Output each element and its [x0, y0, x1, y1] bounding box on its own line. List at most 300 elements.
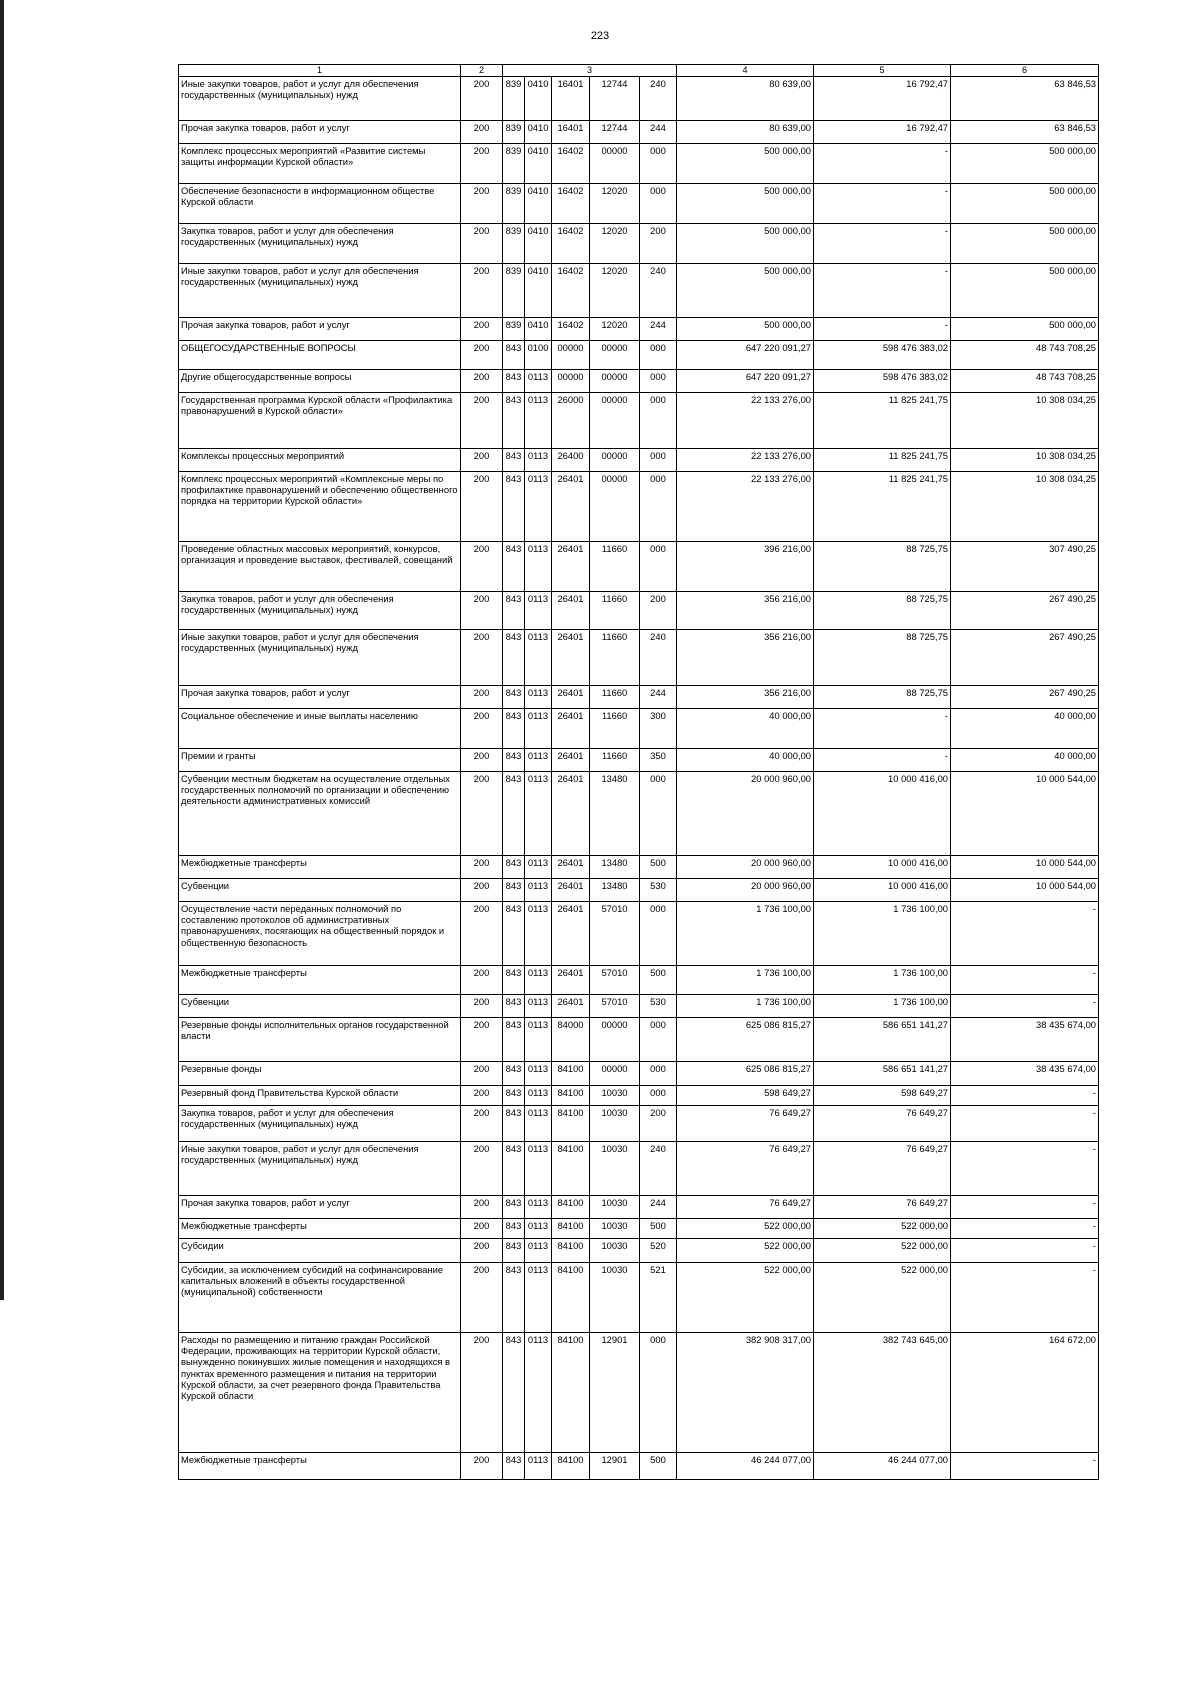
table-cell-unexecuted: 38 435 674,00: [951, 1017, 1099, 1061]
table-cell-expense-type: 200: [640, 591, 677, 629]
table-cell-approved: 22 133 276,00: [677, 392, 814, 448]
table-cell-admin-code: 843: [503, 878, 525, 901]
table-cell-unexecuted: -: [951, 1238, 1099, 1262]
table-row: [179, 708, 1099, 748]
table-cell-direction-code: 11660: [590, 541, 640, 591]
table-cell-unexecuted: -: [951, 1141, 1099, 1195]
table-cell-approved: 625 086 815,27: [677, 1061, 814, 1085]
table-cell-direction-code: 11660: [590, 708, 640, 748]
table-cell-line-code: 200: [461, 878, 503, 901]
table-cell-approved: 500 000,00: [677, 317, 814, 340]
table-cell-approved: 598 649,27: [677, 1085, 814, 1105]
table-cell-line-code: 200: [461, 120, 503, 143]
table-cell-unexecuted: 267 490,25: [951, 685, 1099, 708]
table-cell-line-code: 200: [461, 340, 503, 369]
table-cell-executed: 586 651 141,27: [814, 1017, 951, 1061]
table-cell-direction-code: 00000: [590, 1061, 640, 1085]
table-cell-unexecuted: 267 490,25: [951, 629, 1099, 685]
table-row: [179, 392, 1099, 448]
table-cell-direction-code: 10030: [590, 1105, 640, 1141]
table-cell-section-code: 0113: [525, 1105, 552, 1141]
table-cell-admin-code: 843: [503, 1141, 525, 1195]
table-cell-approved: 396 216,00: [677, 541, 814, 591]
table-cell-executed: 76 649,27: [814, 1105, 951, 1141]
table-cell-direction-code: 13480: [590, 855, 640, 878]
table-cell-section-code: 0113: [525, 1061, 552, 1085]
table-row: [179, 1195, 1099, 1218]
table-cell-unexecuted: 48 743 708,25: [951, 340, 1099, 369]
table-cell-direction-code: 12744: [590, 76, 640, 120]
table-cell-section-code: 0113: [525, 965, 552, 994]
table-cell-direction-code: 00000: [590, 369, 640, 392]
table-cell-expense-type: 000: [640, 392, 677, 448]
table-cell-program-code: 26401: [552, 471, 590, 541]
scan-edge: [0, 0, 4, 1300]
table-cell-line-code: 200: [461, 1061, 503, 1085]
table-cell-unexecuted: 40 000,00: [951, 748, 1099, 771]
table-cell-approved: 76 649,27: [677, 1141, 814, 1195]
table-cell-line-code: 200: [461, 1332, 503, 1452]
table-cell-name: Субвенции местным бюджетам на осуществление отдельных государственных полномочий по организации и обеспечению деятельности административных комиссий: [179, 771, 461, 855]
table-cell-executed: 1 736 100,00: [814, 901, 951, 965]
table-cell-unexecuted: -: [951, 994, 1099, 1017]
table-cell-unexecuted: 500 000,00: [951, 223, 1099, 263]
table-cell-executed: 382 743 645,00: [814, 1332, 951, 1452]
column-header: 2: [461, 65, 503, 77]
table-cell-unexecuted: 307 490,25: [951, 541, 1099, 591]
table-cell-unexecuted: 164 672,00: [951, 1332, 1099, 1452]
table-cell-admin-code: 843: [503, 1105, 525, 1141]
table-cell-expense-type: 000: [640, 771, 677, 855]
table-cell-executed: 16 792,47: [814, 120, 951, 143]
table-cell-admin-code: 843: [503, 1452, 525, 1479]
table-cell-line-code: 200: [461, 629, 503, 685]
table-cell-direction-code: 13480: [590, 878, 640, 901]
table-cell-unexecuted: 63 846,53: [951, 120, 1099, 143]
table-row: [179, 771, 1099, 855]
table-cell-name: Межбюджетные трансферты: [179, 1218, 461, 1238]
table-row: [179, 120, 1099, 143]
column-header: 1: [179, 65, 461, 77]
table-cell-name: Государственная программа Курской области «Профилактика правонарушений в Курской области»: [179, 392, 461, 448]
table-cell-program-code: 84100: [552, 1452, 590, 1479]
table-cell-unexecuted: 267 490,25: [951, 591, 1099, 629]
table-cell-name: Премии и гранты: [179, 748, 461, 771]
table-cell-admin-code: 843: [503, 1085, 525, 1105]
table-cell-section-code: 0113: [525, 901, 552, 965]
table-cell-section-code: 0113: [525, 629, 552, 685]
table-cell-program-code: 26401: [552, 708, 590, 748]
table-cell-name: Прочая закупка товаров, работ и услуг: [179, 1195, 461, 1218]
table-cell-line-code: 200: [461, 591, 503, 629]
table-cell-expense-type: 500: [640, 1452, 677, 1479]
table-cell-expense-type: 000: [640, 1017, 677, 1061]
table-cell-name: Осуществление части переданных полномочий по составлению протоколов об административных правонарушениях, посягающих на общественный порядок и общественную безопасность: [179, 901, 461, 965]
table-row: [179, 1017, 1099, 1061]
table-row: [179, 1452, 1099, 1479]
table-cell-admin-code: 843: [503, 685, 525, 708]
table-cell-name: Другие общегосударственные вопросы: [179, 369, 461, 392]
table-cell-executed: 522 000,00: [814, 1238, 951, 1262]
table-cell-section-code: 0113: [525, 1141, 552, 1195]
table-cell-name: Иные закупки товаров, работ и услуг для обеспечения государственных (муниципальных) нужд: [179, 1141, 461, 1195]
table-cell-program-code: 00000: [552, 340, 590, 369]
table-cell-expense-type: 000: [640, 143, 677, 183]
table-cell-line-code: 200: [461, 471, 503, 541]
table-cell-line-code: 200: [461, 1141, 503, 1195]
table-cell-approved: 500 000,00: [677, 223, 814, 263]
table-cell-unexecuted: 10 000 544,00: [951, 855, 1099, 878]
table-cell-unexecuted: -: [951, 1085, 1099, 1105]
table-cell-line-code: 200: [461, 685, 503, 708]
column-header: 6: [951, 65, 1099, 77]
table-cell-name: Субвенции: [179, 878, 461, 901]
table-row: [179, 471, 1099, 541]
table-cell-admin-code: 839: [503, 317, 525, 340]
table-row: [179, 143, 1099, 183]
table-cell-approved: 1 736 100,00: [677, 901, 814, 965]
table-cell-executed: 598 476 383,02: [814, 340, 951, 369]
table-cell-line-code: 200: [461, 1218, 503, 1238]
table-cell-program-code: 16402: [552, 223, 590, 263]
table-cell-approved: 20 000 960,00: [677, 855, 814, 878]
table-cell-admin-code: 843: [503, 901, 525, 965]
table-cell-line-code: 200: [461, 1085, 503, 1105]
table-cell-name: Проведение областных массовых мероприятий, конкурсов, организация и проведение выставок, фестивалей, совещаний: [179, 541, 461, 591]
table-cell-admin-code: 843: [503, 471, 525, 541]
table-cell-unexecuted: -: [951, 901, 1099, 965]
table-cell-expense-type: 520: [640, 1238, 677, 1262]
table-cell-expense-type: 000: [640, 183, 677, 223]
table-row: [179, 1218, 1099, 1238]
table-cell-name: Прочая закупка товаров, работ и услуг: [179, 685, 461, 708]
table-cell-unexecuted: -: [951, 1262, 1099, 1332]
table-cell-admin-code: 843: [503, 965, 525, 994]
table-cell-executed: 88 725,75: [814, 541, 951, 591]
table-cell-section-code: 0113: [525, 855, 552, 878]
table-cell-program-code: 84100: [552, 1141, 590, 1195]
table-cell-admin-code: 843: [503, 1238, 525, 1262]
table-cell-approved: 522 000,00: [677, 1262, 814, 1332]
table-cell-unexecuted: 500 000,00: [951, 263, 1099, 317]
table-cell-line-code: 200: [461, 143, 503, 183]
table-cell-direction-code: 00000: [590, 392, 640, 448]
table-cell-name: Межбюджетные трансферты: [179, 965, 461, 994]
table-cell-approved: 40 000,00: [677, 748, 814, 771]
table-cell-program-code: 16401: [552, 120, 590, 143]
table-row: [179, 340, 1099, 369]
table-cell-expense-type: 000: [640, 369, 677, 392]
table-cell-direction-code: 11660: [590, 591, 640, 629]
table-cell-admin-code: 843: [503, 392, 525, 448]
table-cell-approved: 22 133 276,00: [677, 448, 814, 471]
table-row: [179, 1085, 1099, 1105]
table-cell-unexecuted: -: [951, 1105, 1099, 1141]
table-cell-direction-code: 10030: [590, 1141, 640, 1195]
table-cell-name: Субсидии, за исключением субсидий на софинансирование капитальных вложений в объекты государственной (муниципальной) собственности: [179, 1262, 461, 1332]
table-cell-approved: 80 639,00: [677, 120, 814, 143]
table-cell-expense-type: 500: [640, 855, 677, 878]
table-cell-line-code: 200: [461, 448, 503, 471]
table-cell-executed: 522 000,00: [814, 1218, 951, 1238]
table-row: [179, 855, 1099, 878]
table-cell-program-code: 16402: [552, 183, 590, 223]
table-row: [179, 1061, 1099, 1085]
table-cell-unexecuted: 10 308 034,25: [951, 448, 1099, 471]
table-cell-unexecuted: 10 308 034,25: [951, 392, 1099, 448]
table-cell-name: Комплекс процессных мероприятий «Развитие системы защиты информации Курской области»: [179, 143, 461, 183]
table-cell-line-code: 200: [461, 1017, 503, 1061]
table-cell-direction-code: 10030: [590, 1238, 640, 1262]
table-cell-expense-type: 240: [640, 1141, 677, 1195]
table-cell-admin-code: 843: [503, 1017, 525, 1061]
column-number-row: [179, 65, 1099, 77]
table-row: [179, 317, 1099, 340]
table-cell-program-code: 26401: [552, 748, 590, 771]
table-cell-expense-type: 000: [640, 901, 677, 965]
table-cell-direction-code: 57010: [590, 965, 640, 994]
table-cell-direction-code: 00000: [590, 1017, 640, 1061]
table-cell-program-code: 84100: [552, 1105, 590, 1141]
table-cell-program-code: 26401: [552, 629, 590, 685]
table-cell-admin-code: 843: [503, 1195, 525, 1218]
table-cell-executed: 10 000 416,00: [814, 878, 951, 901]
table-row: [179, 901, 1099, 965]
table-cell-name: Иные закупки товаров, работ и услуг для обеспечения государственных (муниципальных) нужд: [179, 76, 461, 120]
table-cell-executed: 1 736 100,00: [814, 994, 951, 1017]
table-cell-executed: 88 725,75: [814, 685, 951, 708]
table-cell-section-code: 0113: [525, 1195, 552, 1218]
table-cell-line-code: 200: [461, 541, 503, 591]
table-cell-name: Субсидии: [179, 1238, 461, 1262]
table-cell-direction-code: 10030: [590, 1195, 640, 1218]
table-cell-section-code: 0113: [525, 748, 552, 771]
table-cell-section-code: 0410: [525, 223, 552, 263]
table-cell-executed: -: [814, 748, 951, 771]
table-cell-name: Иные закупки товаров, работ и услуг для обеспечения государственных (муниципальных) нужд: [179, 263, 461, 317]
table-row: [179, 541, 1099, 591]
table-cell-unexecuted: 48 743 708,25: [951, 369, 1099, 392]
table-cell-program-code: 26401: [552, 771, 590, 855]
table-cell-program-code: 26401: [552, 994, 590, 1017]
table-cell-line-code: 200: [461, 1262, 503, 1332]
table-cell-admin-code: 843: [503, 855, 525, 878]
table-row: [179, 994, 1099, 1017]
table-cell-program-code: 16402: [552, 317, 590, 340]
table-cell-name: Комплекс процессных мероприятий «Комплексные меры по профилактике правонарушений и обеспечению общественного порядка на территории Курской области»: [179, 471, 461, 541]
table-cell-expense-type: 000: [640, 448, 677, 471]
table-cell-expense-type: 240: [640, 263, 677, 317]
table-row: [179, 1262, 1099, 1332]
table-cell-approved: 647 220 091,27: [677, 340, 814, 369]
table-cell-admin-code: 843: [503, 448, 525, 471]
table-cell-approved: 76 649,27: [677, 1105, 814, 1141]
table-cell-expense-type: 350: [640, 748, 677, 771]
table-cell-direction-code: 12901: [590, 1452, 640, 1479]
table-cell-admin-code: 843: [503, 591, 525, 629]
table-cell-expense-type: 530: [640, 994, 677, 1017]
table-cell-approved: 80 639,00: [677, 76, 814, 120]
table-cell-direction-code: 00000: [590, 448, 640, 471]
table-cell-direction-code: 12744: [590, 120, 640, 143]
table-cell-section-code: 0410: [525, 143, 552, 183]
table-cell-unexecuted: -: [951, 1452, 1099, 1479]
table-cell-section-code: 0113: [525, 1238, 552, 1262]
table-cell-unexecuted: -: [951, 1218, 1099, 1238]
table-cell-expense-type: 240: [640, 629, 677, 685]
table-cell-line-code: 200: [461, 748, 503, 771]
table-cell-approved: 382 908 317,00: [677, 1332, 814, 1452]
table-cell-executed: 88 725,75: [814, 591, 951, 629]
table-cell-expense-type: 244: [640, 317, 677, 340]
table-cell-name: Закупка товаров, работ и услуг для обеспечения государственных (муниципальных) нужд: [179, 591, 461, 629]
table-cell-direction-code: 12020: [590, 263, 640, 317]
table-cell-direction-code: 12020: [590, 223, 640, 263]
table-cell-expense-type: 500: [640, 965, 677, 994]
table-cell-line-code: 200: [461, 994, 503, 1017]
table-cell-program-code: 84100: [552, 1332, 590, 1452]
table-cell-line-code: 200: [461, 1195, 503, 1218]
table-cell-section-code: 0113: [525, 685, 552, 708]
table-cell-expense-type: 500: [640, 1218, 677, 1238]
table-row: [179, 685, 1099, 708]
table-cell-direction-code: 00000: [590, 340, 640, 369]
table-cell-admin-code: 843: [503, 748, 525, 771]
table-cell-admin-code: 843: [503, 541, 525, 591]
table-cell-expense-type: 200: [640, 223, 677, 263]
table-cell-program-code: 26401: [552, 685, 590, 708]
table-cell-section-code: 0113: [525, 878, 552, 901]
table-cell-expense-type: 244: [640, 120, 677, 143]
table-cell-unexecuted: 10 000 544,00: [951, 771, 1099, 855]
table-cell-line-code: 200: [461, 1105, 503, 1141]
table-cell-admin-code: 843: [503, 369, 525, 392]
table-cell-unexecuted: -: [951, 965, 1099, 994]
table-cell-program-code: 84100: [552, 1085, 590, 1105]
table-cell-executed: 16 792,47: [814, 76, 951, 120]
table-cell-section-code: 0113: [525, 541, 552, 591]
table-cell-name: Прочая закупка товаров, работ и услуг: [179, 120, 461, 143]
table-cell-admin-code: 839: [503, 263, 525, 317]
table-cell-executed: -: [814, 143, 951, 183]
table-cell-executed: 1 736 100,00: [814, 965, 951, 994]
table-cell-line-code: 200: [461, 392, 503, 448]
table-cell-program-code: 84100: [552, 1195, 590, 1218]
table-cell-program-code: 00000: [552, 369, 590, 392]
table-cell-unexecuted: -: [951, 1195, 1099, 1218]
table-cell-approved: 356 216,00: [677, 591, 814, 629]
column-header: 4: [677, 65, 814, 77]
table-cell-executed: -: [814, 317, 951, 340]
table-cell-name: Комплексы процессных мероприятий: [179, 448, 461, 471]
table-cell-expense-type: 000: [640, 541, 677, 591]
table-cell-program-code: 26000: [552, 392, 590, 448]
table-row: [179, 1332, 1099, 1452]
table-cell-direction-code: 57010: [590, 901, 640, 965]
table-cell-admin-code: 839: [503, 120, 525, 143]
table-cell-direction-code: 11660: [590, 629, 640, 685]
table-cell-unexecuted: 10 308 034,25: [951, 471, 1099, 541]
table-cell-executed: 522 000,00: [814, 1262, 951, 1332]
table-cell-direction-code: 57010: [590, 994, 640, 1017]
table-cell-program-code: 26401: [552, 878, 590, 901]
table-cell-direction-code: 00000: [590, 471, 640, 541]
table-cell-executed: -: [814, 183, 951, 223]
table-cell-executed: -: [814, 263, 951, 317]
table-cell-direction-code: 11660: [590, 748, 640, 771]
table-cell-admin-code: 839: [503, 183, 525, 223]
table-cell-program-code: 26401: [552, 541, 590, 591]
table-cell-direction-code: 12020: [590, 317, 640, 340]
table-cell-approved: 22 133 276,00: [677, 471, 814, 541]
table-row: [179, 76, 1099, 120]
table-cell-executed: -: [814, 708, 951, 748]
table-cell-line-code: 200: [461, 965, 503, 994]
table-cell-name: Расходы по размещению и питанию граждан Российской Федерации, проживающих на территории Курской области, вынужденно покинувших жилые помещения и находящихся в пунктах временного размещения и питания на территории Курской области, за счет резервного фонда Правительства Курской области: [179, 1332, 461, 1452]
table-cell-expense-type: 000: [640, 1332, 677, 1452]
table-cell-direction-code: 12020: [590, 183, 640, 223]
table-cell-direction-code: 12901: [590, 1332, 640, 1452]
table-row: [179, 748, 1099, 771]
table-cell-line-code: 200: [461, 1238, 503, 1262]
table-cell-section-code: 0113: [525, 471, 552, 541]
table-cell-program-code: 26400: [552, 448, 590, 471]
table-cell-section-code: 0410: [525, 120, 552, 143]
table-cell-section-code: 0410: [525, 263, 552, 317]
table-row: [179, 1238, 1099, 1262]
table-cell-approved: 76 649,27: [677, 1195, 814, 1218]
table-cell-section-code: 0100: [525, 340, 552, 369]
table-cell-direction-code: 10030: [590, 1218, 640, 1238]
table-cell-unexecuted: 63 846,53: [951, 76, 1099, 120]
table-cell-section-code: 0113: [525, 1452, 552, 1479]
table-cell-admin-code: 843: [503, 1218, 525, 1238]
table-cell-expense-type: 240: [640, 76, 677, 120]
table-cell-expense-type: 244: [640, 685, 677, 708]
table-row: [179, 591, 1099, 629]
table-cell-program-code: 84100: [552, 1238, 590, 1262]
table-cell-unexecuted: 10 000 544,00: [951, 878, 1099, 901]
table-cell-expense-type: 244: [640, 1195, 677, 1218]
table-cell-approved: 522 000,00: [677, 1218, 814, 1238]
page-number: 223: [590, 30, 610, 42]
table-cell-unexecuted: 38 435 674,00: [951, 1061, 1099, 1085]
table-row: [179, 263, 1099, 317]
table-cell-name: Межбюджетные трансферты: [179, 1452, 461, 1479]
table-cell-executed: 11 825 241,75: [814, 471, 951, 541]
table-cell-unexecuted: 500 000,00: [951, 183, 1099, 223]
table-cell-section-code: 0113: [525, 1017, 552, 1061]
table-cell-executed: 598 649,27: [814, 1085, 951, 1105]
table-row: [179, 183, 1099, 223]
table-cell-section-code: 0113: [525, 591, 552, 629]
table-cell-executed: 76 649,27: [814, 1195, 951, 1218]
table-cell-name: Обеспечение безопасности в информационном обществе Курской области: [179, 183, 461, 223]
table-cell-section-code: 0410: [525, 76, 552, 120]
table-cell-line-code: 200: [461, 223, 503, 263]
table-cell-section-code: 0113: [525, 994, 552, 1017]
table-cell-approved: 20 000 960,00: [677, 771, 814, 855]
table-cell-expense-type: 300: [640, 708, 677, 748]
table-cell-section-code: 0113: [525, 771, 552, 855]
table-cell-section-code: 0113: [525, 1085, 552, 1105]
table-cell-name: Субвенции: [179, 994, 461, 1017]
table-cell-unexecuted: 500 000,00: [951, 143, 1099, 183]
table-cell-executed: 11 825 241,75: [814, 448, 951, 471]
table-cell-approved: 647 220 091,27: [677, 369, 814, 392]
table-row: [179, 223, 1099, 263]
table-cell-expense-type: 000: [640, 1085, 677, 1105]
